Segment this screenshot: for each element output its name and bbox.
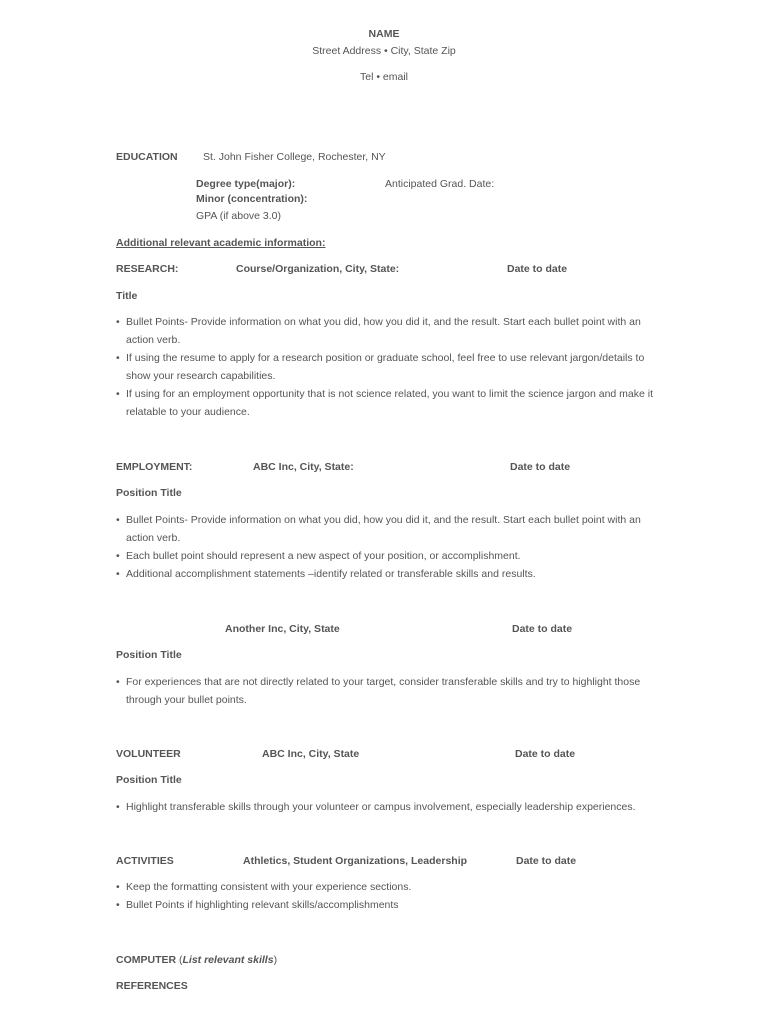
computer-note: List relevant skills <box>182 954 274 966</box>
activities-bullet-list <box>116 878 656 914</box>
employment-bullet-list <box>116 511 656 583</box>
activities-org: Athletics, Student Organizations, Leadership <box>243 855 468 867</box>
employment-org-2: Another Inc, City, State <box>225 623 340 635</box>
computer-line <box>116 954 277 966</box>
research-heading: RESEARCH: <box>116 263 179 275</box>
volunteer-date: Date to date <box>515 748 576 760</box>
list-item: • For experiences that are not directly related to your target, consider transferable skills and try to highlight those through your bullet points. <box>116 673 656 709</box>
employment-title-2: Position Title <box>116 649 182 661</box>
activities-heading: ACTIVITIES <box>116 855 174 867</box>
volunteer-bullet-list <box>116 798 656 816</box>
education-heading: EDUCATION <box>116 151 178 163</box>
employment-date: Date to date <box>510 461 571 473</box>
list-item: • If using for an employment opportunity that is not science related, you want to limit the science jargon and make it relatable to your audience. <box>116 385 656 421</box>
employment-bullet-list-2 <box>116 673 656 709</box>
employment-heading: EMPLOYMENT: <box>116 461 193 473</box>
volunteer-title: Position Title <box>116 774 182 786</box>
research-org: Course/Organization, City, State: <box>236 263 400 275</box>
list-item: • Each bullet point should represent a new aspect of your position, or accomplishment. <box>116 547 656 565</box>
employment-org: ABC Inc, City, State: <box>253 461 354 473</box>
research-title: Title <box>116 290 138 302</box>
resume-name: NAME <box>368 28 400 40</box>
contact-line: Tel • email <box>359 71 409 83</box>
computer-paren-close: ) <box>273 954 278 966</box>
list-item: • Keep the formatting consistent with your experience sections. <box>116 878 656 896</box>
activities-date: Date to date <box>516 855 577 867</box>
research-bullet-list <box>116 313 656 421</box>
list-item: • If using the resume to apply for a research position or graduate school, feel free to use relevant jargon/details to show your research capabilities. <box>116 349 656 385</box>
volunteer-heading: VOLUNTEER <box>116 748 181 760</box>
education-grad-date: Anticipated Grad. Date: <box>385 178 495 190</box>
education-gpa: GPA (if above 3.0) <box>196 210 282 222</box>
street-address: Street Address • City, State Zip <box>312 45 456 57</box>
research-date: Date to date <box>507 263 568 275</box>
education-degree: Degree type(major): <box>196 178 296 190</box>
education-additional: Additional relevant academic information: <box>116 237 326 249</box>
list-item: • Additional accomplishment statements –identify related or transferable skills and results. <box>116 565 656 583</box>
volunteer-org: ABC Inc, City, State <box>262 748 360 760</box>
computer-heading: COMPUTER <box>116 954 177 966</box>
list-item: • Bullet Points if highlighting relevant skills/accomplishments <box>116 896 656 914</box>
list-item: • Bullet Points- Provide information on what you did, how you did it, and the result. Start each bullet point with an action verb. <box>116 511 656 547</box>
list-item: • Bullet Points- Provide information on what you did, how you did it, and the result. Start each bullet point with an action verb. <box>116 313 656 349</box>
employment-date-2: Date to date <box>512 623 573 635</box>
references-heading: REFERENCES <box>116 980 188 992</box>
education-minor: Minor (concentration): <box>196 193 308 205</box>
employment-title: Position Title <box>116 487 182 499</box>
education-school: St. John Fisher College, Rochester, NY <box>203 151 386 163</box>
computer-paren-open: ( <box>176 954 183 966</box>
list-item: • Highlight transferable skills through your volunteer or campus involvement, especially leadership experiences. <box>116 798 656 816</box>
